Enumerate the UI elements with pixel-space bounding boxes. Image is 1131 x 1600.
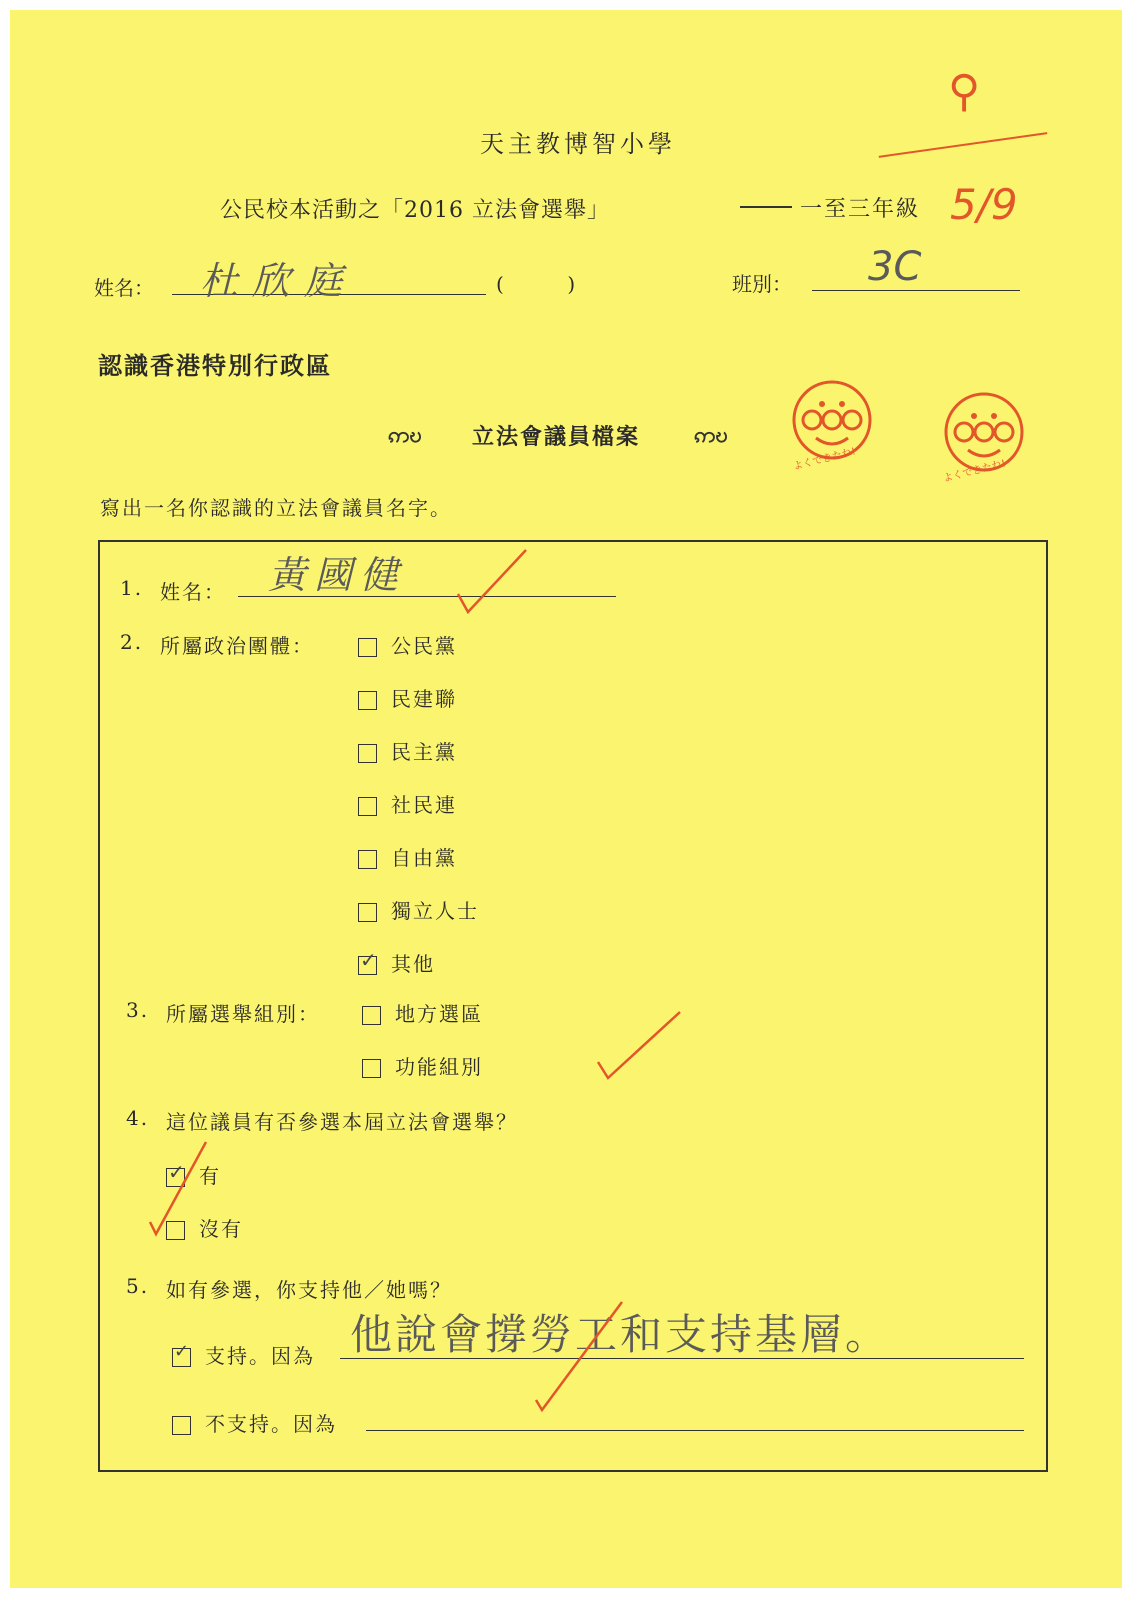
q1-tick-icon bbox=[450, 546, 530, 616]
name-field[interactable] bbox=[172, 256, 486, 303]
q2-option-label: 獨立人士 bbox=[391, 899, 479, 923]
q4-number: 4. bbox=[126, 1106, 150, 1130]
q2-option-label: 公民黨 bbox=[391, 634, 457, 658]
q2-checkbox[interactable] bbox=[358, 744, 377, 763]
q1-answer-field[interactable] bbox=[238, 553, 616, 597]
q2-option[interactable] bbox=[358, 736, 457, 765]
q2-option[interactable] bbox=[358, 630, 457, 659]
checkmark-icon: ✓ bbox=[168, 1160, 187, 1184]
q2-option[interactable] bbox=[358, 948, 435, 977]
q3-option[interactable] bbox=[362, 998, 483, 1027]
card-deco-right: ဢဎ bbox=[694, 422, 728, 448]
q5-support-reason-field[interactable] bbox=[340, 1310, 1024, 1359]
q2-checkbox[interactable] bbox=[358, 797, 377, 816]
q2-checkbox[interactable] bbox=[358, 903, 377, 922]
score: 5/9 bbox=[950, 180, 1018, 229]
class-number-field[interactable]: ( ) bbox=[496, 272, 576, 296]
q5-tick-icon bbox=[530, 1296, 630, 1416]
q2-option[interactable] bbox=[358, 842, 457, 871]
q2-number: 2. bbox=[120, 630, 144, 654]
card-title: 立法會議員檔案 bbox=[472, 425, 641, 450]
q2-checkbox[interactable] bbox=[358, 948, 379, 975]
q2-checkbox[interactable] bbox=[358, 638, 377, 657]
q4-tick-icon bbox=[146, 1138, 226, 1238]
q5-support-reason: 他說會撐勞工和支持基層。 bbox=[350, 1310, 891, 1359]
q5-not-support-label: 不支持。因為 bbox=[205, 1412, 337, 1436]
q5-label: 如有參選，你支持他／她嗎？ bbox=[166, 1278, 452, 1302]
score-circle-mark: ⚲ bbox=[948, 66, 981, 117]
activity-title: 公民校本活動之「2016 立法會選舉」 bbox=[220, 198, 610, 223]
q2-option[interactable] bbox=[358, 683, 457, 712]
q1-answer: 黃國健 bbox=[268, 553, 407, 597]
q2-option-label: 社民連 bbox=[391, 793, 457, 817]
school-name: 天主教博智小學 bbox=[480, 130, 676, 158]
q2-option-label: 其他 bbox=[391, 952, 435, 976]
q1-number: 1. bbox=[120, 576, 144, 600]
q5-support-checkbox[interactable]: ✓ bbox=[172, 1348, 191, 1367]
q3-number: 3. bbox=[126, 998, 150, 1022]
name-value: 杜欣庭 bbox=[200, 259, 357, 303]
q1-label: 姓名： bbox=[160, 580, 226, 604]
class-label: 班別： bbox=[732, 272, 792, 296]
title-dash bbox=[740, 206, 792, 208]
q4-label: 這位議員有否參選本屆立法會選舉？ bbox=[166, 1110, 518, 1134]
worksheet bbox=[10, 10, 1122, 1588]
q5-not-support-option[interactable] bbox=[172, 1408, 337, 1437]
card-deco-left: ဢဎ bbox=[388, 422, 422, 448]
q5-not-support-checkbox[interactable] bbox=[172, 1416, 191, 1435]
q5-support-option[interactable] bbox=[172, 1340, 315, 1369]
q3-option-label: 功能組別 bbox=[395, 1055, 483, 1079]
q4-option-label: 有 bbox=[199, 1164, 221, 1188]
q5-number: 5. bbox=[126, 1274, 150, 1298]
grade-range: 一至三年級 bbox=[800, 197, 921, 222]
q5-not-support-reason-field[interactable] bbox=[366, 1402, 1024, 1431]
instruction: 寫出一名你認識的立法會議員名字。 bbox=[100, 496, 452, 520]
q2-option[interactable] bbox=[358, 895, 479, 924]
q3-checkbox[interactable] bbox=[362, 1059, 381, 1078]
class-value: 3C bbox=[868, 244, 922, 290]
checkmark-icon: ✓ bbox=[360, 948, 379, 972]
stamp-text-2: よくできたね! bbox=[942, 458, 1007, 485]
section-title: 認識香港特別行政區 bbox=[98, 352, 332, 380]
score-line bbox=[879, 132, 1048, 158]
q3-option[interactable] bbox=[362, 1051, 483, 1080]
q3-option-label: 地方選區 bbox=[395, 1002, 483, 1026]
q2-option-label: 自由黨 bbox=[391, 846, 457, 870]
q2-option-label: 民主黨 bbox=[391, 740, 457, 764]
q2-checkbox[interactable] bbox=[358, 691, 377, 710]
q5-support-label: 支持。因為 bbox=[205, 1344, 315, 1368]
q3-tick-icon bbox=[594, 1006, 684, 1086]
q2-option[interactable] bbox=[358, 789, 457, 818]
name-label: 姓名： bbox=[94, 276, 154, 300]
q4-option-label: 沒有 bbox=[199, 1217, 243, 1241]
stamp-text-1: よくできたね! bbox=[792, 446, 857, 473]
class-field[interactable] bbox=[812, 244, 1020, 291]
q3-checkbox[interactable] bbox=[362, 1006, 381, 1025]
q2-label: 所屬政治團體： bbox=[160, 634, 314, 658]
q2-checkbox[interactable] bbox=[358, 850, 377, 869]
q3-label: 所屬選舉組別： bbox=[166, 1002, 320, 1026]
q2-option-label: 民建聯 bbox=[391, 687, 457, 711]
